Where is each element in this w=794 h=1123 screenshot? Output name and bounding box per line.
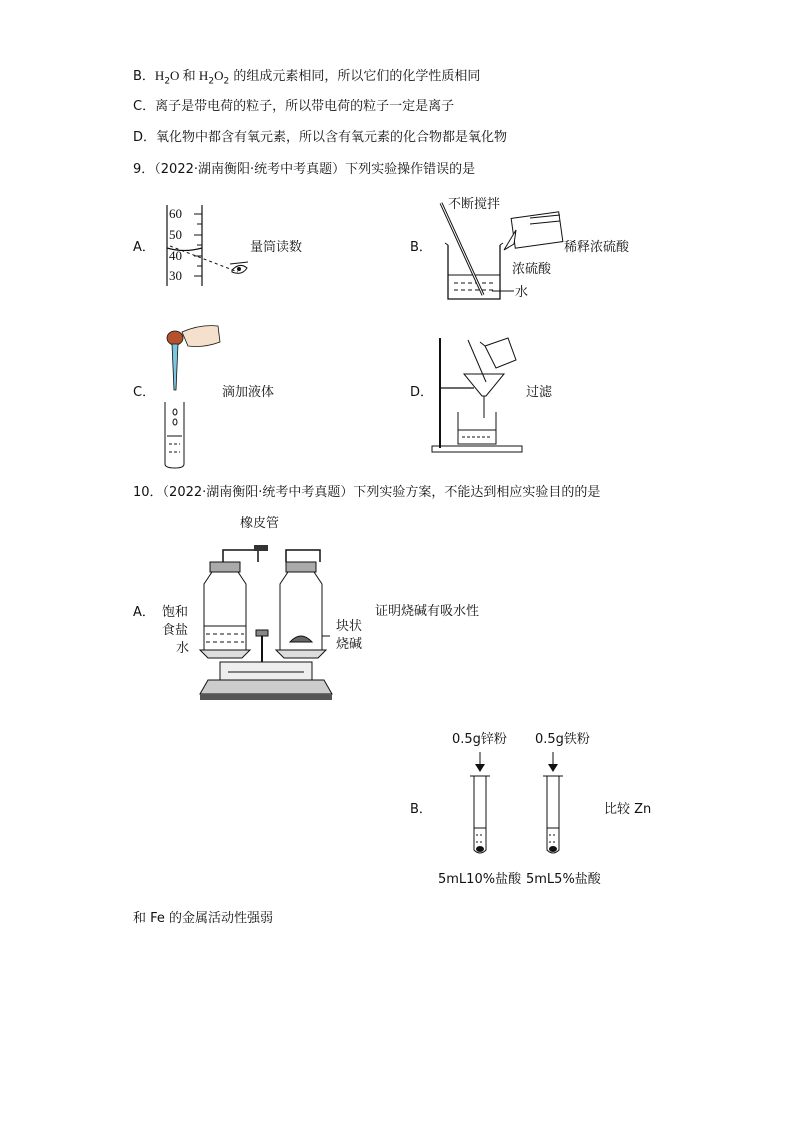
option-text: 离子是带电荷的粒子，所以带电荷的粒子一定是离子 [155, 99, 455, 114]
q8-option-c [133, 98, 454, 116]
q9-d-caption: 过滤 [526, 385, 553, 400]
left-label-2: 食盐 [162, 623, 189, 638]
scale-label-60: 60 [169, 206, 182, 221]
q10-a-letter: A． [133, 605, 155, 620]
q8-option-b [133, 67, 480, 91]
q9-a-letter: A． [133, 240, 155, 255]
label-water: 水 [515, 285, 529, 300]
label-conc-acid: 浓硫酸 [512, 262, 552, 277]
q8-option-d [133, 129, 507, 147]
option-letter: D． [133, 130, 157, 145]
q9-b-caption: 稀释浓硫酸 [564, 240, 630, 255]
dropper-diagram [160, 318, 230, 468]
formula-o: O [214, 68, 224, 83]
subscript: 2 [223, 76, 230, 87]
option-text: 的组成元素相同，所以它们的化学性质相同 [229, 69, 481, 84]
scale-label-50: 50 [169, 227, 182, 242]
q10-stem: 10．（2022·湖南衡阳·统考中考真题）下列实验方案，不能达到相应实验目的的是 [133, 485, 601, 500]
formula-text: O 和 H [170, 68, 209, 83]
acid-5-label: 5mL5%盐酸 [526, 872, 601, 887]
q9-b-letter: B． [410, 240, 432, 255]
scale-label-40: 40 [169, 248, 182, 263]
q9-c-letter: C． [133, 385, 156, 400]
q10-b-caption-right: 比较 Zn [604, 802, 652, 817]
acid-10-label: 5mL10%盐酸 [438, 872, 522, 887]
option-text: 氧化物中都含有氧元素，所以含有氧元素的化合物都是氧化物 [156, 130, 508, 145]
left-label-1: 饱和 [162, 605, 189, 620]
formula-h2o-h: H [154, 68, 165, 83]
subscript: 2 [208, 76, 215, 87]
q9-d-letter: D． [410, 385, 434, 400]
iron-powder-label: 0.5g铁粉 [535, 732, 590, 747]
q9-stem: 9．（2022·湖南衡阳·统考中考真题）下列实验操作错误的是 [133, 162, 476, 177]
q10-b-caption-wrap: 和 Fe 的金属活动性强弱 [133, 911, 274, 926]
label-stir: 不断搅拌 [448, 197, 501, 212]
scale-label-30: 30 [169, 268, 182, 283]
filtration-diagram [430, 330, 530, 460]
test-tubes-diagram [460, 750, 580, 860]
q9-a-caption: 量筒读数 [250, 240, 303, 255]
option-letter: C． [133, 99, 156, 114]
q9-c-caption: 滴加液体 [222, 385, 275, 400]
rubber-tube-label: 橡皮管 [240, 516, 280, 531]
subscript: 2 [164, 76, 171, 87]
q10-a-caption: 证明烧碱有吸水性 [375, 604, 480, 619]
option-letter: B． [133, 69, 155, 84]
right-label-1: 块状 [336, 619, 363, 634]
q10-b-letter: B． [410, 802, 432, 817]
right-label-2: 烧碱 [336, 637, 363, 652]
zinc-powder-label: 0.5g锌粉 [452, 732, 507, 747]
left-label-3: 水 [176, 641, 190, 656]
balance-bottles-diagram [198, 532, 358, 712]
